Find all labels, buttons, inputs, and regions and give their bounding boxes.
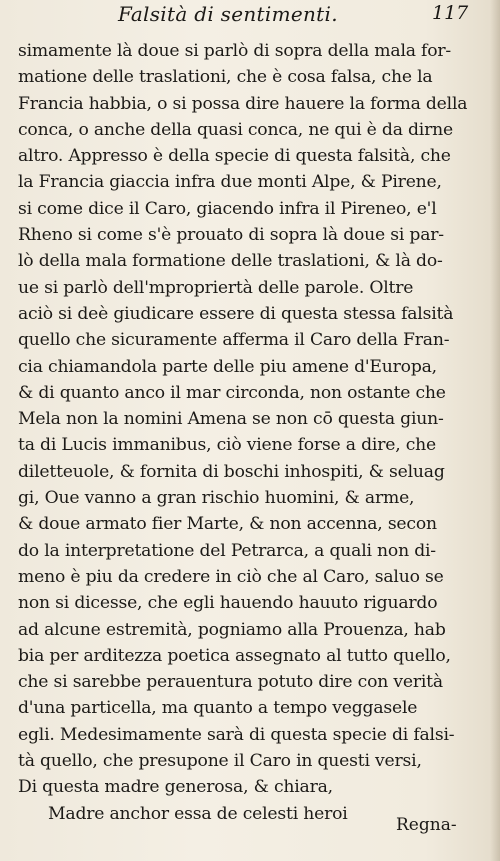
text-line: ta di Lucis immanibus, ciò viene forse a dire, che xyxy=(18,435,436,456)
text-line: la Francia giaccia infra due monti Alpe, & Pirene, xyxy=(18,172,442,193)
page-number: 117 xyxy=(432,2,469,24)
body-text xyxy=(18,38,488,827)
text-line: ad alcune estremità, pogniamo alla Prouenza, hab xyxy=(18,619,446,640)
text-line: meno è piu da credere in ciò che al Caro, saluo se xyxy=(18,566,444,587)
text-line: Mela non la nomini Amena se non cō questa giun- xyxy=(18,409,444,430)
text-line: si come dice il Caro, giacendo infra il Pireneo, e'l xyxy=(18,198,437,219)
verse-line: Madre anchor essa de celesti heroi xyxy=(48,803,348,824)
text-line: altro. Appresso è della specie di questa falsità, che xyxy=(18,146,451,167)
text-line: & di quanto anco il mar circonda, non ostante che xyxy=(18,382,446,403)
page-edge-shadow xyxy=(490,0,500,861)
text-line: do la interpretatione del Petrarca, a quali non di- xyxy=(18,540,436,561)
text-line: lò della mala formatione delle traslationi, & là do- xyxy=(18,251,443,272)
text-line: cia chiamandola parte delle piu amene d'Europa, xyxy=(18,356,437,377)
text-line: diletteuole, & fornita di boschi inhospiti, & seluag xyxy=(18,461,445,482)
text-line: egli. Medesimamente sarà di questa specie di falsi- xyxy=(18,724,455,745)
text-line: gi, Oue vanno a gran rischio huomini, & arme, xyxy=(18,488,415,509)
text-line: non si dicesse, che egli hauendo hauuto riguardo xyxy=(18,593,438,614)
text-line: conca, o anche della quasi conca, ne qui è da dirne xyxy=(18,119,453,140)
text-line: che si sarebbe perauentura potuto dire con verità xyxy=(18,672,443,693)
text-line: Francia habbia, o si possa dire hauere la forma della xyxy=(18,93,468,114)
text-line: aciò si deè giudicare essere di questa stessa falsità xyxy=(18,303,454,324)
text-line: bia per arditezza poetica assegnato al tutto quello, xyxy=(18,645,451,666)
text-line: simamente là doue si parlò di sopra della mala for- xyxy=(18,41,451,61)
running-title: Falsità di sentimenti. xyxy=(118,2,338,26)
text-line: Rheno si come s'è prouato di sopra là doue si par- xyxy=(18,225,444,246)
text-line: & doue armato fier Marte, & non accenna, secon xyxy=(18,514,437,535)
verse-line: Di questa madre generosa, & chiara, xyxy=(18,777,333,798)
text-line: d'una particella, ma quanto a tempo veggasele xyxy=(18,698,418,719)
text-line: matione delle traslationi, che è cosa falsa, che la xyxy=(18,67,433,88)
catchword: Regna- xyxy=(396,815,457,835)
page-header xyxy=(0,0,500,30)
text-line: tà quello, che presupone il Caro in questi versi, xyxy=(18,751,422,772)
text-line: quello che sicuramente afferma il Caro della Fran- xyxy=(18,330,450,351)
text-line: ue si parlò dell'mpropriertà delle parole. Oltre xyxy=(18,277,414,298)
